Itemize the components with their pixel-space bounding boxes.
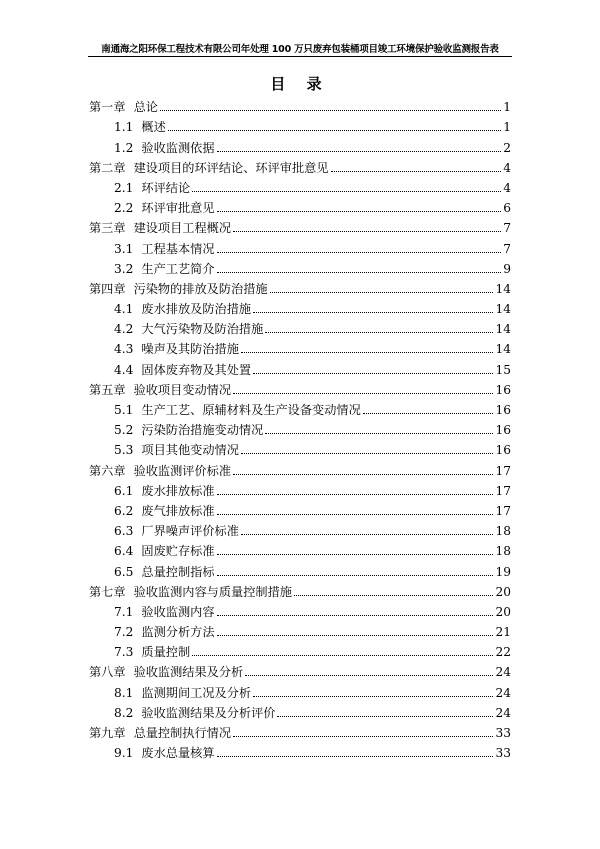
toc-chapter-entry[interactable] [89, 94, 511, 114]
toc-page-number: 16 [495, 382, 511, 397]
toc-entry-label: 噪声及其防治措施 [141, 342, 239, 357]
toc-entry-number: 5.3 [114, 443, 134, 458]
toc-page-number: 22 [495, 645, 511, 660]
toc-entry-label: 厂界噪声评价标准 [141, 524, 239, 539]
toc-section-entry[interactable] [89, 336, 511, 356]
toc-dot-leader [217, 151, 501, 152]
toc-dot-leader [217, 211, 501, 212]
toc-entry-number: 1.1 [114, 120, 134, 135]
toc-section-entry[interactable] [89, 437, 511, 457]
toc-section-entry[interactable] [89, 134, 511, 154]
header-rule [88, 56, 512, 57]
toc-section-entry[interactable] [89, 175, 511, 195]
toc-dot-leader [217, 615, 494, 616]
toc-page-number: 33 [495, 726, 511, 740]
toc-entry-number: 6.4 [114, 544, 134, 559]
page-header: 南通海之阳环保工程技术有限公司年处理 100 万只废弃包装桶项目竣工环境保护验收监测报告表 [101, 44, 499, 55]
toc-section-entry[interactable] [89, 700, 511, 720]
toc-entry-label: 概述 [141, 120, 166, 135]
toc-entry-number: 3.2 [114, 261, 134, 276]
toc-dot-leader [192, 655, 493, 656]
toc-entry-label: 建设项目的环评结论、环评审批意见 [133, 160, 329, 175]
toc-page-number: 24 [495, 685, 511, 700]
toc-page-number: 33 [495, 746, 511, 761]
toc-entry-label: 验收监测评价标准 [133, 463, 232, 478]
toc-section-entry[interactable] [89, 740, 511, 760]
toc-dot-leader [217, 635, 494, 636]
toc-entry-number: 7.1 [114, 604, 134, 619]
toc-page-number: 19 [495, 564, 511, 579]
toc-dot-leader [217, 272, 501, 273]
toc-page-number: 6 [503, 201, 511, 216]
toc-dot-leader [363, 413, 494, 414]
toc-dot-leader [217, 494, 494, 495]
toc-page-number: 21 [495, 625, 511, 640]
toc-dot-leader [277, 716, 493, 717]
toc-page-number: 18 [495, 544, 511, 559]
toc-dot-leader [241, 352, 494, 353]
toc-entry-number: 第六章 [89, 463, 126, 478]
toc-page-number: 17 [495, 463, 511, 478]
toc-dot-leader [233, 393, 493, 394]
toc-entry-label: 总量控制指标 [141, 564, 215, 579]
toc-entry-number: 1.2 [114, 140, 134, 155]
toc-page-number: 24 [495, 665, 511, 680]
toc-page-number: 2 [503, 140, 511, 155]
toc-entry-number: 8.2 [114, 705, 134, 720]
toc-page-number: 17 [495, 483, 511, 498]
toc-entry-label: 验收监测依据 [141, 140, 215, 155]
toc-dot-leader [192, 191, 501, 192]
toc-chapter-entry[interactable] [89, 659, 511, 679]
toc-entry-label: 验收监测内容 [141, 604, 215, 619]
toc-page-number: 7 [503, 241, 511, 256]
toc-entry-label: 验收监测结果及分析评价 [141, 705, 276, 720]
toc-page-number: 24 [495, 705, 511, 720]
toc-entry-number: 第五章 [89, 382, 126, 397]
toc-section-entry[interactable] [89, 195, 511, 215]
toc-entry-label: 固废贮存标准 [141, 544, 215, 559]
toc-entry-number: 6.5 [114, 564, 134, 579]
toc-entry-label: 总量控制执行情况 [133, 726, 232, 740]
toc-entry-label: 废水总量核算 [141, 746, 215, 761]
toc-entry-label: 废气排放标准 [141, 503, 215, 518]
toc-entry-number: 第二章 [89, 160, 126, 175]
toc-dot-leader [217, 554, 494, 555]
toc-chapter-entry[interactable] [89, 457, 511, 477]
toc-page-number: 9 [503, 261, 511, 276]
toc-entry-number: 4.2 [114, 322, 134, 337]
toc-dot-leader [253, 696, 493, 697]
toc-entry-label: 验收监测内容与质量控制措施 [133, 584, 292, 599]
table-of-contents [89, 94, 511, 760]
toc-dot-leader [241, 453, 494, 454]
toc-section-entry[interactable] [89, 538, 511, 558]
toc-section-entry[interactable] [89, 296, 511, 316]
toc-page-number: 16 [495, 423, 511, 438]
toc-entry-label: 生产工艺、原辅材料及生产设备变动情况 [141, 403, 361, 417]
toc-entry-number: 4.4 [114, 362, 134, 377]
toc-entry-label: 验收监测结果及分析 [133, 665, 244, 680]
toc-dot-leader [331, 171, 501, 172]
toc-entry-number: 6.1 [114, 483, 134, 498]
toc-entry-number: 8.1 [114, 685, 134, 700]
toc-entry-number: 7.2 [114, 625, 134, 640]
toc-chapter-entry[interactable] [89, 377, 511, 397]
toc-entry-number: 5.1 [114, 403, 134, 417]
toc-entry-number: 4.3 [114, 342, 134, 357]
toc-dot-leader [217, 514, 494, 515]
toc-entry-label: 大气污染物及防治措施 [141, 322, 264, 337]
toc-section-entry[interactable] [89, 256, 511, 276]
toc-entry-label: 固体废弃物及其处置 [141, 362, 252, 377]
toc-entry-number: 第七章 [89, 584, 126, 599]
toc-entry-label: 监测分析方法 [141, 625, 215, 640]
toc-page-number: 14 [495, 281, 511, 296]
toc-entry-label: 验收项目变动情况 [133, 382, 232, 397]
toc-entry-number: 2.1 [114, 180, 134, 195]
toc-entry-label: 项目其他变动情况 [141, 443, 239, 458]
toc-section-entry[interactable] [89, 518, 511, 538]
toc-entry-label: 废水排放及防治措施 [141, 302, 252, 317]
toc-section-entry[interactable] [89, 316, 511, 336]
toc-chapter-entry[interactable] [89, 579, 511, 599]
toc-dot-leader [253, 312, 493, 313]
toc-page-number: 1 [503, 120, 511, 135]
toc-entry-number: 3.1 [114, 241, 134, 256]
toc-entry-number: 第三章 [89, 221, 126, 236]
toc-entry-number: 第八章 [89, 665, 126, 680]
toc-entry-label: 监测期间工况及分析 [141, 685, 252, 700]
toc-section-entry[interactable] [89, 599, 511, 619]
toc-section-entry[interactable] [89, 498, 511, 518]
toc-entry-label: 质量控制 [141, 645, 191, 660]
toc-section-entry[interactable] [89, 235, 511, 255]
toc-page-number: 15 [495, 362, 511, 377]
toc-dot-leader [233, 474, 493, 475]
toc-entry-label: 污染物的排放及防治措施 [133, 281, 268, 296]
toc-page-number: 16 [495, 443, 511, 458]
toc-entry-number: 7.3 [114, 645, 134, 660]
toc-dot-leader [160, 110, 501, 111]
toc-page-number: 4 [503, 160, 511, 175]
toc-section-entry[interactable] [89, 114, 511, 134]
toc-section-entry[interactable] [89, 356, 511, 376]
toc-entry-number: 第九章 [89, 726, 126, 740]
toc-entry-number: 5.2 [114, 423, 134, 438]
toc-dot-leader [253, 373, 493, 374]
toc-entry-label: 生产工艺简介 [141, 261, 215, 276]
toc-page-number: 18 [495, 524, 511, 539]
toc-entry-label: 建设项目工程概况 [133, 221, 232, 236]
toc-page-number: 16 [495, 403, 511, 417]
toc-section-entry[interactable] [89, 397, 511, 417]
toc-dot-leader [217, 756, 494, 757]
toc-section-entry[interactable] [89, 619, 511, 639]
toc-dot-leader [233, 736, 493, 737]
toc-page-number: 20 [495, 584, 511, 599]
toc-entry-label: 总论 [133, 100, 158, 115]
toc-page-number: 4 [503, 180, 511, 195]
toc-page-number: 14 [495, 342, 511, 357]
toc-page-number: 1 [503, 100, 511, 115]
toc-page-number: 17 [495, 503, 511, 518]
toc-title: 目 录 [270, 75, 330, 93]
toc-dot-leader [217, 575, 494, 576]
toc-entry-number: 9.1 [114, 746, 134, 761]
toc-page-number: 20 [495, 604, 511, 619]
toc-entry-number: 6.2 [114, 503, 134, 518]
toc-section-entry[interactable] [89, 478, 511, 498]
toc-entry-number: 第四章 [89, 281, 126, 296]
toc-entry-label: 废水排放标准 [141, 483, 215, 498]
toc-entry-label: 工程基本情况 [141, 241, 215, 256]
toc-page-number: 14 [495, 322, 511, 337]
toc-entry-number: 6.3 [114, 524, 134, 539]
toc-entry-label: 环评结论 [141, 180, 191, 195]
toc-page-number: 7 [503, 221, 511, 236]
toc-dot-leader [265, 433, 493, 434]
toc-entry-number: 4.1 [114, 302, 134, 317]
toc-section-entry[interactable] [89, 679, 511, 699]
toc-page-number: 14 [495, 302, 511, 317]
toc-chapter-entry[interactable] [89, 155, 511, 175]
toc-dot-leader [217, 252, 501, 253]
toc-chapter-entry[interactable] [89, 720, 511, 740]
toc-dot-leader [294, 595, 493, 596]
toc-section-entry[interactable] [89, 639, 511, 659]
toc-entry-number: 第一章 [89, 100, 126, 115]
toc-entry-label: 污染防治措施变动情况 [141, 423, 264, 438]
toc-section-entry[interactable] [89, 558, 511, 578]
toc-dot-leader [245, 675, 493, 676]
toc-chapter-entry[interactable] [89, 215, 511, 235]
toc-dot-leader [265, 332, 493, 333]
toc-dot-leader [168, 130, 501, 131]
toc-dot-leader [233, 231, 501, 232]
toc-chapter-entry[interactable] [89, 276, 511, 296]
toc-section-entry[interactable] [89, 417, 511, 437]
toc-dot-leader [270, 292, 494, 293]
toc-entry-number: 2.2 [114, 201, 134, 216]
toc-dot-leader [241, 534, 494, 535]
toc-entry-label: 环评审批意见 [141, 201, 215, 216]
